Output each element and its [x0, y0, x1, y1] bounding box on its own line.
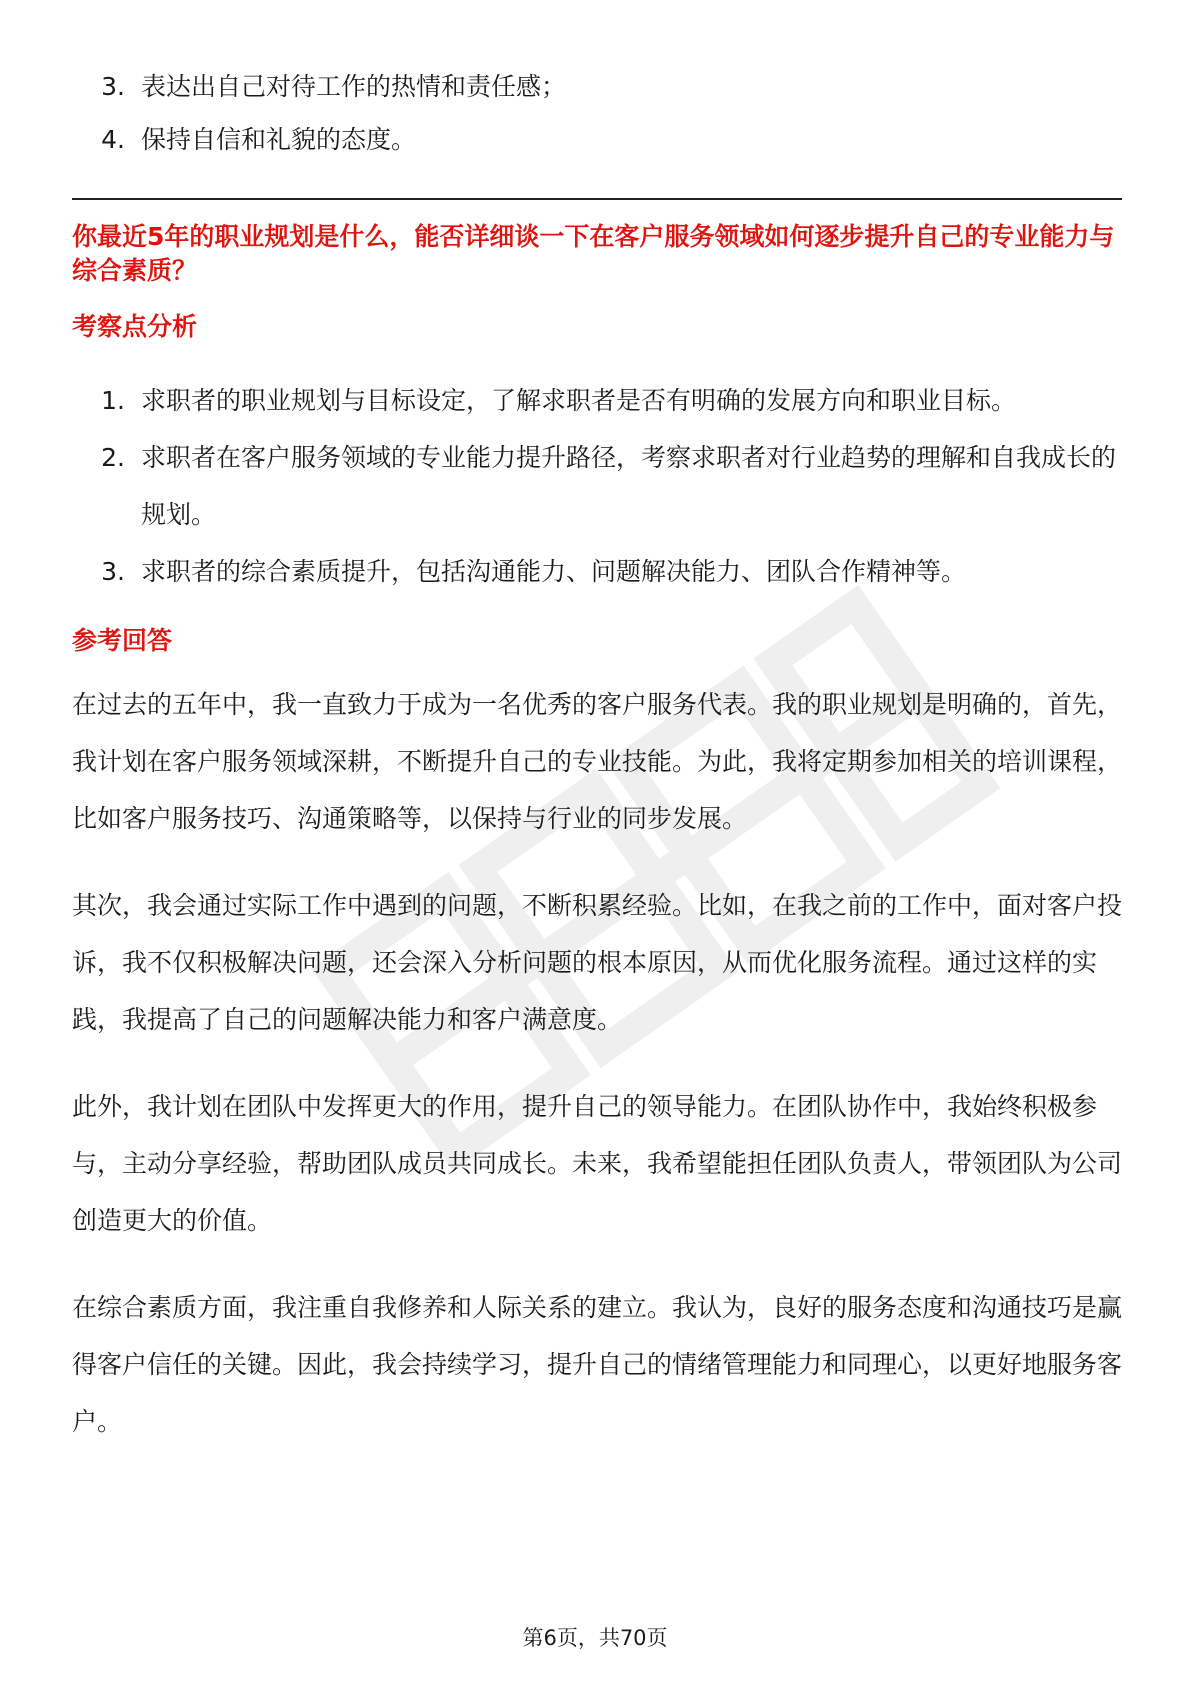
answer-paragraph: 此外，我计划在团队中发挥更大的作用，提升自己的领导能力。在团队协作中，我始终积极参与，主动分享经验，帮助团队成员共同成长。未来，我希望能担任团队负责人，带领团队为公司创造更大的价值。: [72, 1092, 1123, 1235]
list-number: 4.: [101, 125, 125, 154]
analysis-list: [72, 372, 1122, 600]
answer-paragraph: 在过去的五年中，我一直致力于成为一名优秀的客户服务代表。我的职业规划是明确的，首先，我计划在客户服务领域深耕，不断提升自己的专业技能。为此，我将定期参加相关的培训课程，比如客户服务技巧、沟通策略等，以保持与行业的同步发展。: [72, 690, 1123, 833]
section-divider: [72, 198, 1122, 200]
question-heading: 你最近5年的职业规划是什么，能否详细谈一下在客户服务领域如何逐步提升自己的专业能力与综合素质？: [72, 222, 1115, 285]
list-item: [72, 543, 1122, 600]
answer-paragraph: 其次，我会通过实际工作中遇到的问题，不断积累经验。比如，在我之前的工作中，面对客户投诉，我不仅积极解决问题，还会深入分析问题的根本原因，从而优化服务流程。通过这样的实践，我提高了自己的问题解决能力和客户满意度。: [72, 891, 1123, 1034]
list-number: 3.: [101, 557, 125, 586]
answer-title: 参考回答: [72, 626, 173, 655]
page-footer: 第6页，共70页: [522, 1626, 668, 1650]
list-item: [72, 372, 1122, 429]
analysis-title: 考察点分析: [72, 312, 198, 341]
list-item: [72, 58, 1122, 115]
document-body: [72, 58, 1122, 1450]
list-number: 1.: [101, 386, 125, 415]
list-text: 求职者的综合素质提升，包括沟通能力、问题解决能力、团队合作精神等。: [141, 557, 967, 586]
answer-paragraph: 在综合素质方面，我注重自我修养和人际关系的建立。我认为，良好的服务态度和沟通技巧是赢得客户信任的关键。因此，我会持续学习，提升自己的情绪管理能力和同理心，以更好地服务客户。: [72, 1293, 1123, 1436]
top-list: [72, 58, 1122, 168]
list-text: 求职者的职业规划与目标设定，了解求职者是否有明确的发展方向和职业目标。: [141, 386, 1017, 415]
list-item: [72, 429, 1122, 543]
list-item: [72, 111, 1122, 168]
list-text: 保持自信和礼貌的态度。: [141, 125, 417, 154]
list-text: 求职者在客户服务领域的专业能力提升路径，考察求职者对行业趋势的理解和自我成长的规划。: [141, 443, 1117, 529]
list-number: 2.: [101, 443, 125, 472]
list-number: 3.: [101, 72, 125, 101]
list-text: 表达出自己对待工作的热情和责任感；: [141, 72, 567, 101]
